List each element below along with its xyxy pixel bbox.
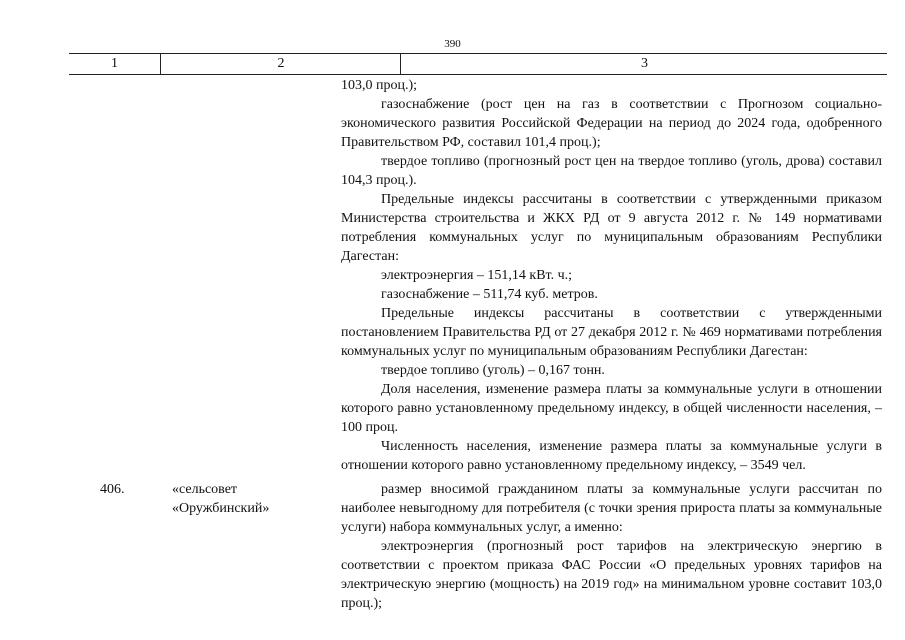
table-header-row bbox=[69, 53, 887, 75]
paragraph: твердое топливо (уголь) – 0,167 тонн. bbox=[381, 363, 605, 378]
column-header-2: 2 bbox=[160, 54, 401, 74]
entry-name-line: «Оружбинский» bbox=[172, 501, 270, 516]
paragraph: электроэнергия (прогнозный рост тарифов на электрическую энергию в соответствии с проектом приказа ФАС России «О предельных уровнях тарифов на электрическую энергию (мощность) на 2019 год» на минимальном уровне составит 103,0 проц.); bbox=[341, 539, 882, 611]
paragraph: газоснабжение – 511,74 куб. метров. bbox=[381, 287, 598, 302]
column-header-3: 3 bbox=[400, 54, 888, 74]
page-number: 390 bbox=[444, 38, 461, 50]
paragraph: Предельные индексы рассчитаны в соответствии с утвержденными постановлением Правительства РД от 27 декабря 2012 г. № 469 нормативами потребления коммунальных услуг по муниципальным образованиям Республики Дагестан: bbox=[341, 306, 882, 359]
paragraph: размер вносимой гражданином платы за коммунальные услуги рассчитан по наиболее невыгодному для потребителя (с точки зрения прироста платы за коммунальные услуги) набора коммунальных услуг, а именно: bbox=[341, 482, 882, 535]
paragraph: Доля населения, изменение размера платы за коммунальные услуги в отношении которого равно установленному предельному индексу, в общей численности населения, – 100 проц. bbox=[341, 382, 882, 435]
entry-name bbox=[172, 480, 322, 518]
column-header-1: 1 bbox=[111, 56, 118, 71]
paragraph: Предельные индексы рассчитаны в соответствии с утвержденными приказом Министерства строительства и ЖКХ РД от 9 августа 2012 г. № 149 нормативами потребления коммунальных услуг по муниципальным образованиям Республики Дагестан: bbox=[341, 192, 882, 264]
paragraph: Численность населения, изменение размера платы за коммунальные услуги в отношении которого равно установленному предельному индексу, – 3549 чел. bbox=[341, 439, 882, 473]
continued-text-block bbox=[341, 76, 882, 475]
entry-text-block bbox=[341, 480, 882, 613]
paragraph: газоснабжение (рост цен на газ в соответствии с Прогнозом социально-экономического развития Российской Федерации на период до 2024 года, одобренного Правительством РФ, составил 101,4 проц.); bbox=[341, 97, 882, 150]
paragraph: твердое топливо (прогнозный рост цен на твердое топливо (уголь, дрова) составил 104,3 проц.). bbox=[341, 154, 882, 188]
paragraph: 103,0 проц.); bbox=[341, 78, 418, 93]
paragraph: электроэнергия – 151,14 кВт. ч.; bbox=[381, 268, 573, 283]
entry-name-line: «сельсовет bbox=[172, 482, 238, 497]
entry-number: 406. bbox=[100, 482, 125, 497]
